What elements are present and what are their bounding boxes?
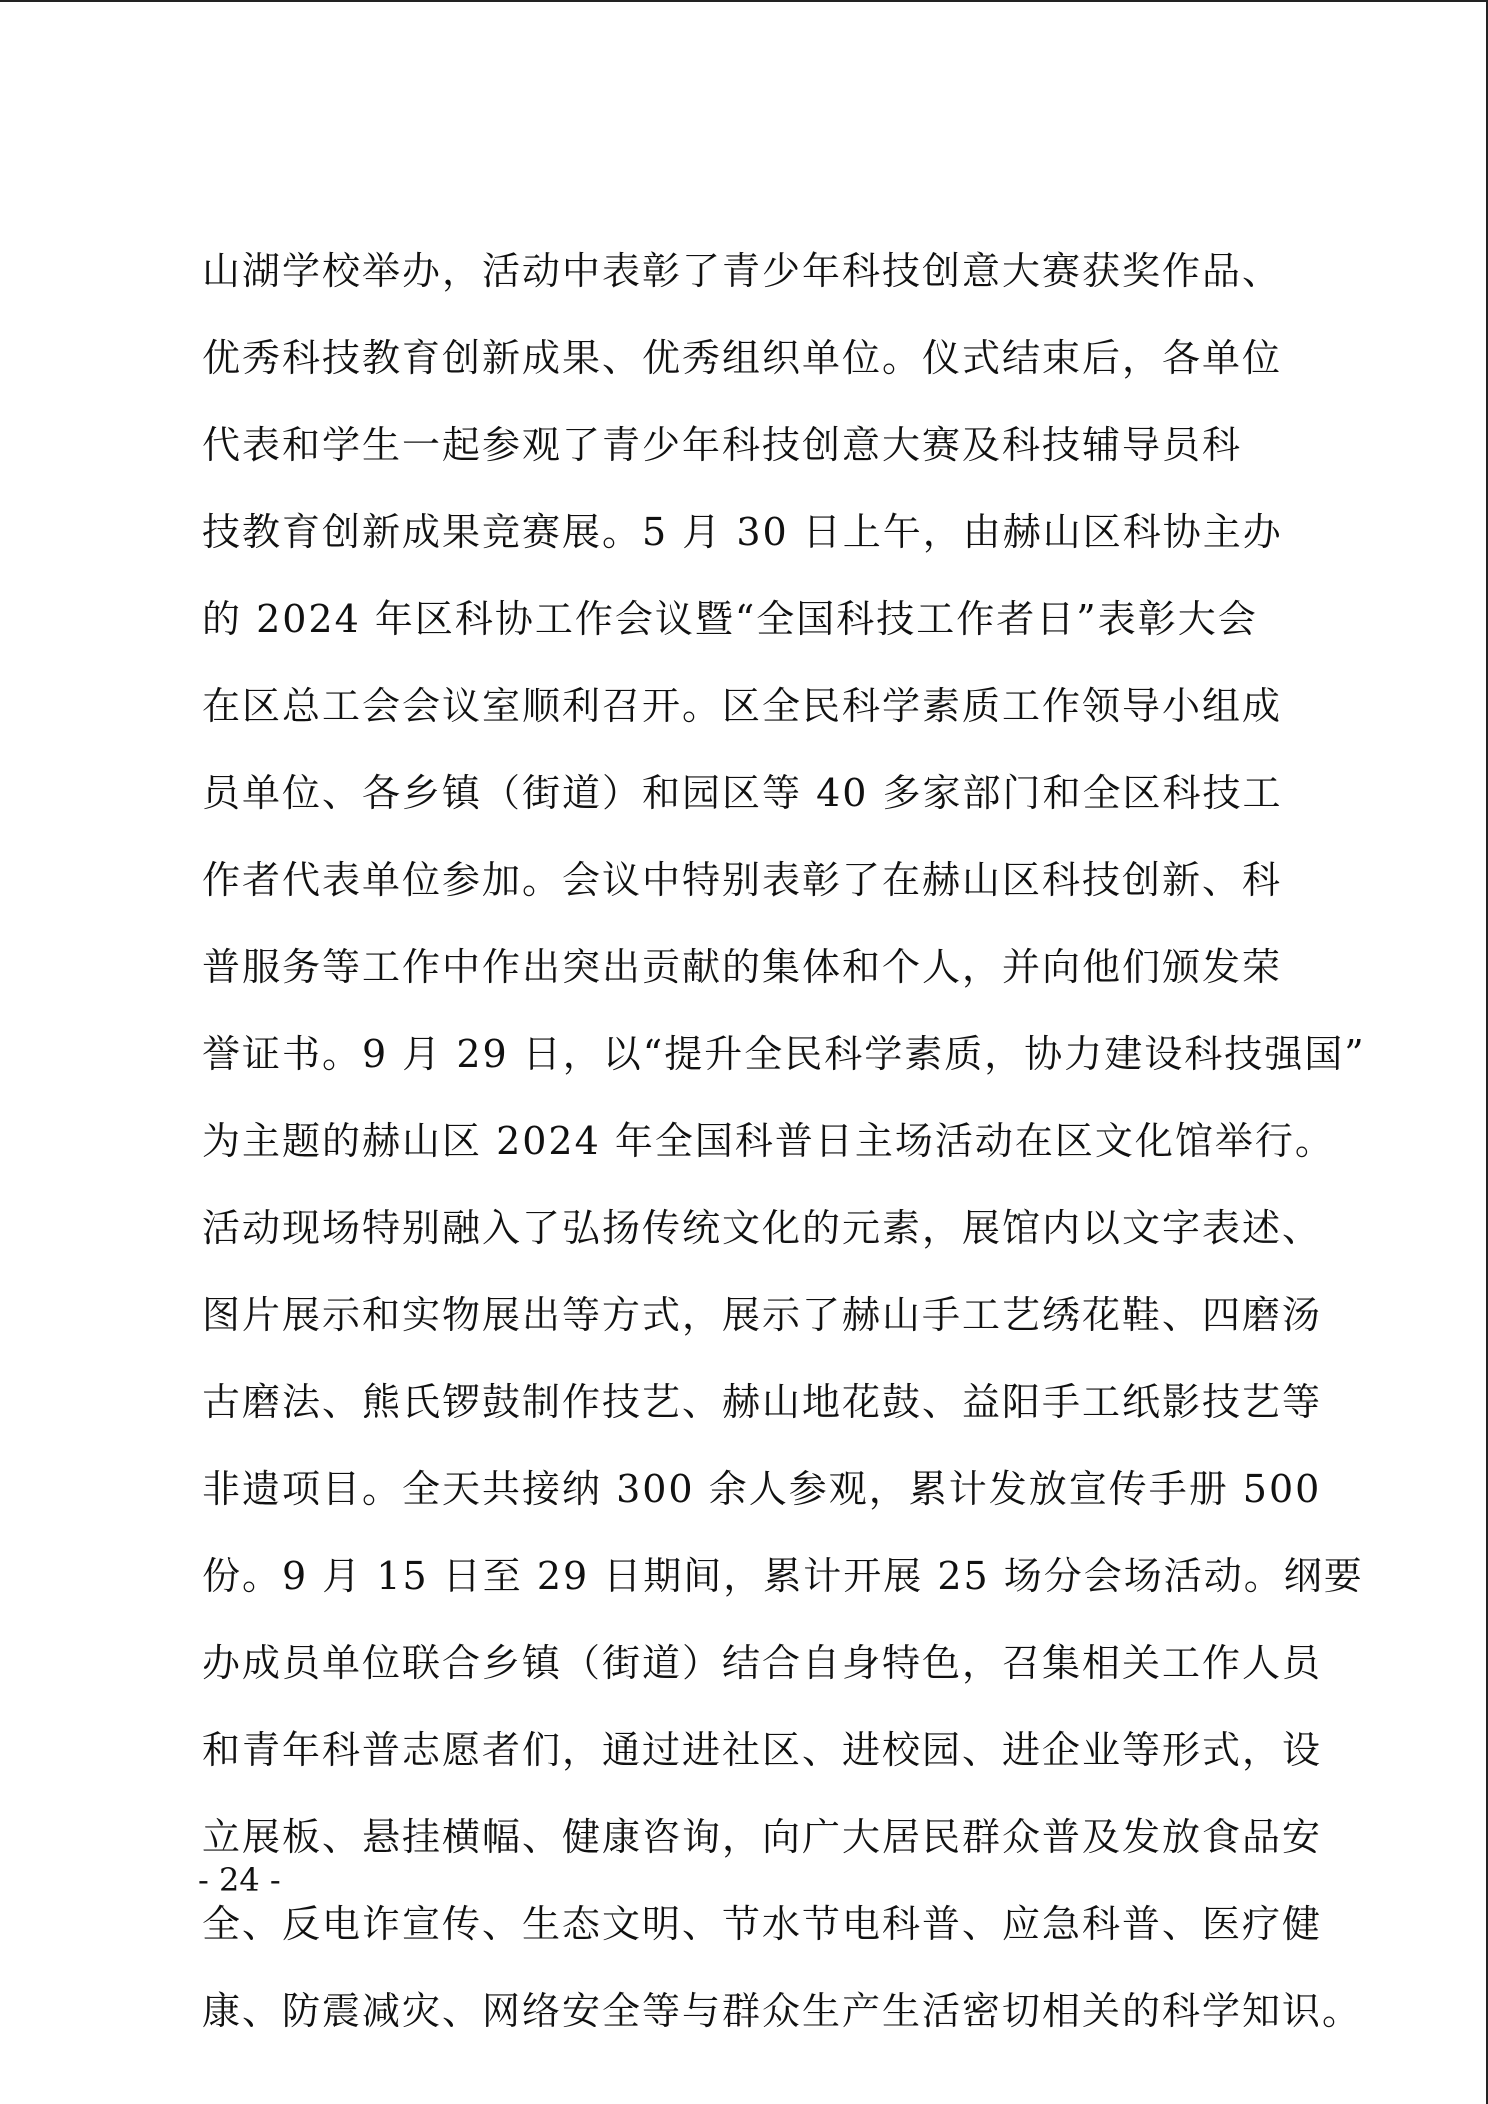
text-line: 优秀科技教育创新成果、优秀组织单位。仪式结束后，各单位 [202, 336, 1283, 380]
text-line: 立展板、悬挂横幅、健康咨询，向广大居民群众普及发放食品安 [202, 1815, 1323, 1859]
body-text [202, 228, 1366, 2055]
page-number: - 24 - [198, 1861, 281, 1899]
text-line: 员单位、各乡镇（街道）和园区等 40 多家部门和全区科技工 [202, 771, 1283, 815]
text-line: 普服务等工作中作出突出贡献的集体和个人，并向他们颁发荣 [202, 945, 1283, 989]
text-line: 代表和学生一起参观了青少年科技创意大赛及科技辅导员科 [202, 423, 1243, 467]
text-line: 作者代表单位参加。会议中特别表彰了在赫山区科技创新、科 [202, 858, 1283, 902]
text-line: 的 2024 年区科协工作会议暨“全国科技工作者日”表彰大会 [202, 597, 1258, 641]
text-line: 办成员单位联合乡镇（街道）结合自身特色，召集相关工作人员 [202, 1641, 1323, 1685]
text-line: 份。9 月 15 日至 29 日期间，累计开展 25 场分会场活动。纲要 [202, 1554, 1364, 1598]
text-line: 古磨法、熊氏锣鼓制作技艺、赫山地花鼓、益阳手工纸影技艺等 [202, 1380, 1323, 1424]
text-line: 非遗项目。全天共接纳 300 余人参观，累计发放宣传手册 500 [202, 1467, 1322, 1511]
text-line: 山湖学校举办，活动中表彰了青少年科技创意大赛获奖作品、 [202, 249, 1283, 293]
text-line: 和青年科普志愿者们，通过进社区、进校园、进企业等形式，设 [202, 1728, 1323, 1772]
text-line: 图片展示和实物展出等方式，展示了赫山手工艺绣花鞋、四磨汤 [202, 1293, 1323, 1337]
text-line: 为主题的赫山区 2024 年全国科普日主场活动在区文化馆举行。 [202, 1119, 1335, 1163]
text-line: 活动现场特别融入了弘扬传统文化的元素，展馆内以文字表述、 [202, 1206, 1323, 1250]
text-line: 在区总工会会议室顺利召开。区全民科学素质工作领导小组成 [202, 684, 1283, 728]
text-line: 康、防震减灾、网络安全等与群众生产生活密切相关的科学知识。 [202, 1989, 1363, 2033]
text-line: 全、反电诈宣传、生态文明、节水节电科普、应急科普、医疗健 [202, 1902, 1323, 1946]
text-line: 誉证书。9 月 29 日，以“提升全民科学素质，协力建设科技强国” [202, 1032, 1366, 1076]
top-border-rule [0, 0, 1488, 2]
text-line: 技教育创新成果竞赛展。5 月 30 日上午，由赫山区科协主办 [202, 510, 1283, 554]
